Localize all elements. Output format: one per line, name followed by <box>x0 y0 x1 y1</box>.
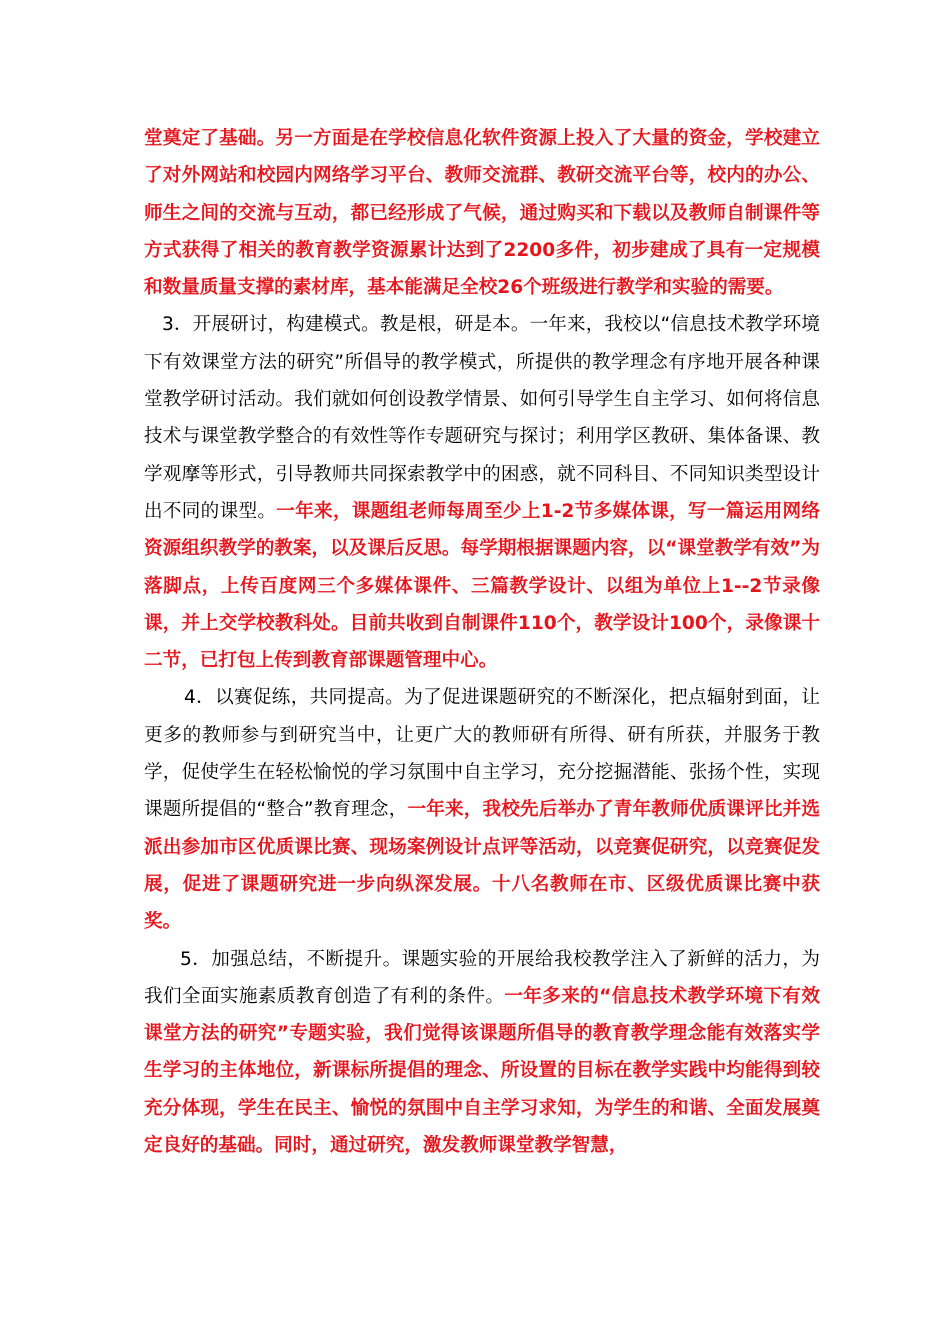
paragraph-resources <box>144 120 820 306</box>
highlighted-text: 一年来，我校先后举办了青年教师优质课评比并选派出参加市区优质课比赛、现场案例设计点评等活动，以竞赛促研究，以竞赛促发展，促进了课题研究进一步向纵深发展。十八名教师在市、区级优质课比赛中获奖。 <box>144 799 820 933</box>
highlighted-text: 一年多来的“信息技术教学环境下有效课堂方法的研究”专题实验，我们觉得该课题所倡导的教育教学理念能有效落实学生学习的主体地位，新课标所提倡的理念、所设置的目标在教学实践中均能得到较充分体现，学生在民主、愉悦的氛围中自主学习求知，为学生的和谐、全面发展奠定良好的基础。同时，通过研究，激发教师课堂教学智慧， <box>144 985 820 1157</box>
highlighted-text: 堂奠定了基础。另一方面是在学校信息化软件资源上投入了大量的资金，学校建立了对外网站和校园内网络学习平台、教师交流群、教研交流平台等，校内的办公、师生之间的交流与互动，都已经形成了气候，通过购买和下载以及教师自制课件等方式获得了相关的教育教学资源累计达到了2200多件，初步建成了具有一定规模和数量质量支撑的素材库，基本能满足全校26个班级进行教学和实验的需要。 <box>144 128 820 299</box>
body-text: 4．以赛促练，共同提高。为了促进课题研究的不断深化，把点辐射到面，让更多的教师参与到研究当中，让更广大的教师研有所得、研有所获，并服务于教学，促使学生在轻松愉悦的学习氛围中自主学习，充分挖掘潜能、张扬个性，实现课题所提倡的“整合”教育理念， <box>144 687 820 821</box>
body-text: 5．加强总结，不断提升。课题实验的开展给我校教学注入了新鲜的活力，为我们全面实施素质教育创造了有利的条件。 <box>144 948 820 1007</box>
body-text: 3．开展研讨，构建模式。教是根，研是本。一年来，我校以“信息技术教学环境下有效课堂方法的研究”所倡导的教学模式，所提供的教学理念有序地开展各种课堂教学研讨活动。我们就如何创设教学情景、如何引导学生自主学习、如何将信息技术与课堂教学整合的有效性等作专题研究与探讨；利用学区教研、集体备课、教学观摩等形式，引导教师共同探索教学中的困惑，就不同科目、不同知识类型设计出不同的课型。 <box>144 314 820 522</box>
highlighted-text: 一年来，课题组老师每周至少上1-2节多媒体课，写一篇运用网络资源组织教学的教案，以及课后反思。每学期根据课题内容，以“课堂教学有效”为落脚点，上传百度网三个多媒体课件、三篇教学设计、以组为单位上1--2节录像课，并上交学校教科处。目前共收到自制课件110个，教学设计100个，录像课十二节，已打包上传到教育部课题管理中心。 <box>144 500 820 672</box>
document-body <box>144 120 820 1164</box>
paragraph-section-4 <box>144 679 820 940</box>
paragraph-section-5 <box>144 941 820 1165</box>
paragraph-section-3 <box>144 306 820 679</box>
